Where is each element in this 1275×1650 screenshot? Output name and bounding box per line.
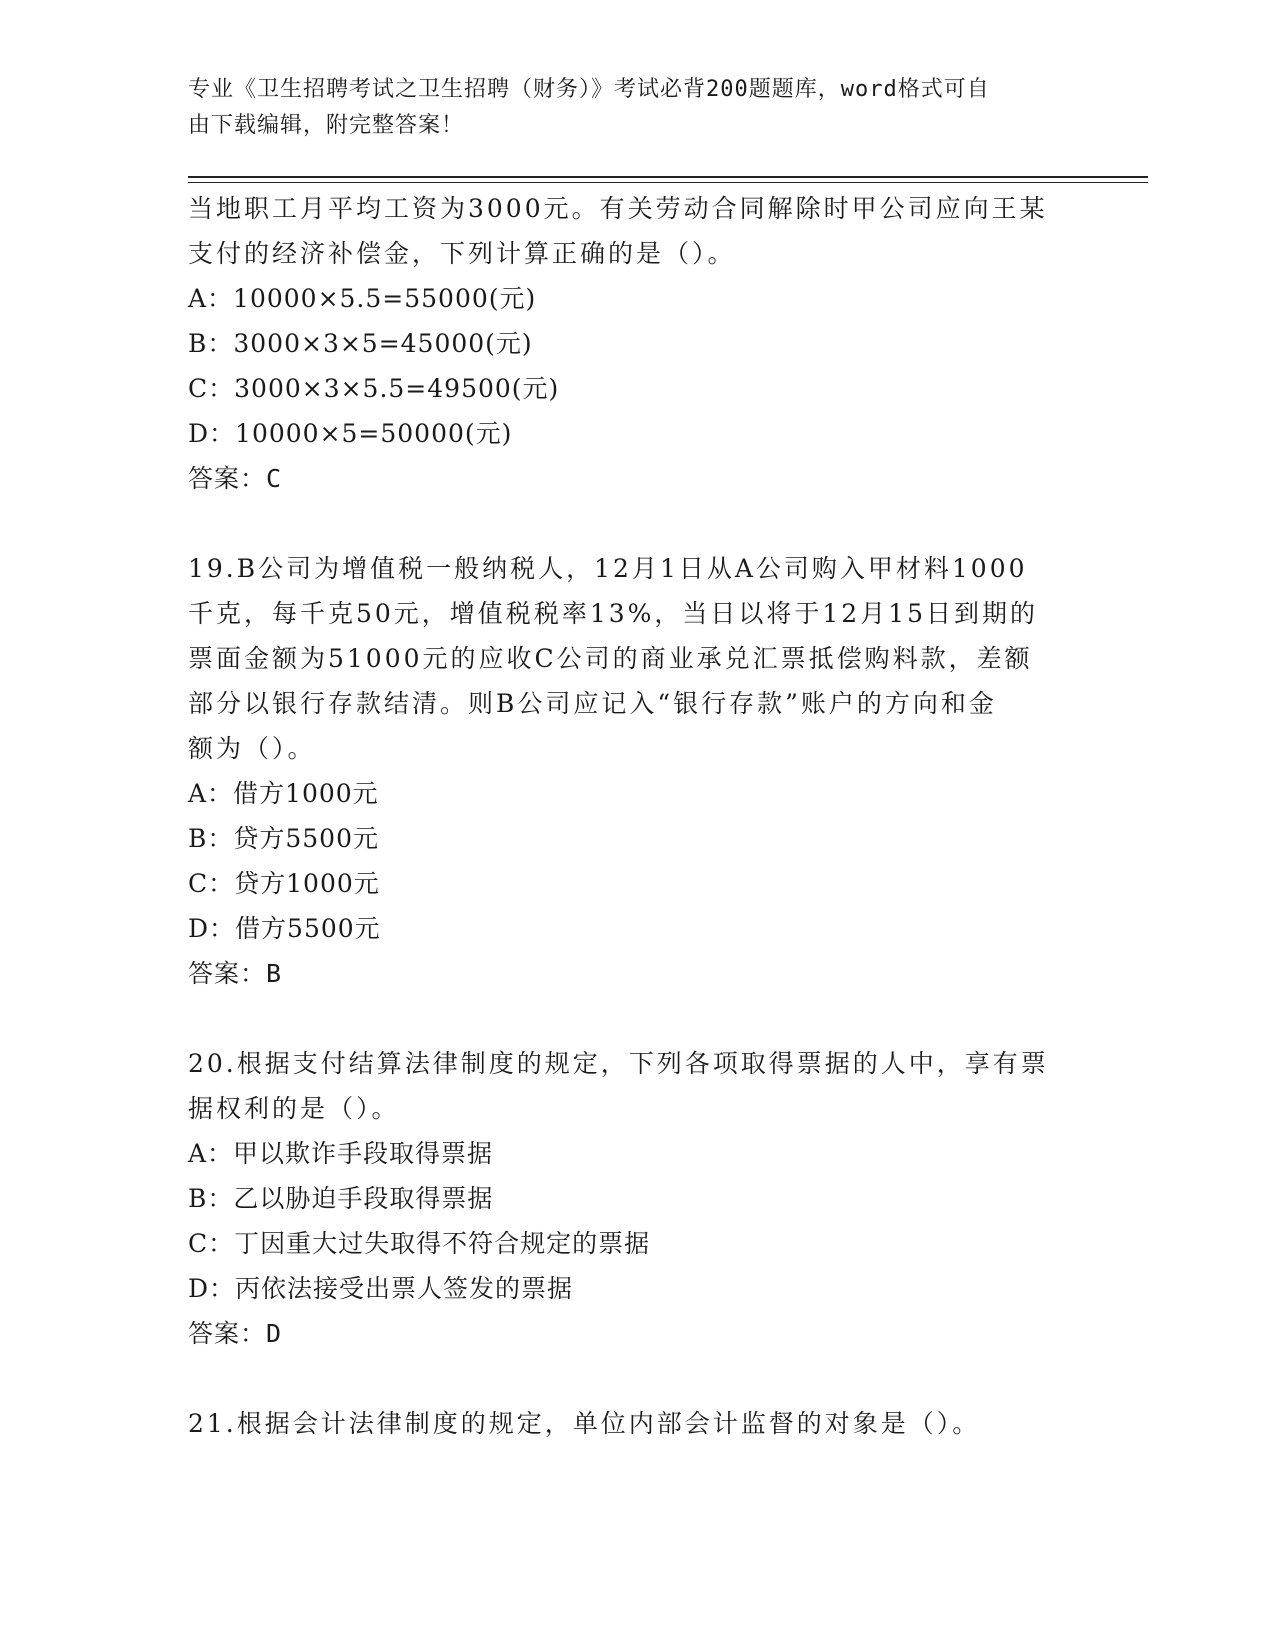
option-c: C：贷方1000元 [188, 869, 380, 898]
question-list [188, 186, 1088, 1446]
answer-line: 答案：D [188, 1319, 283, 1348]
header-rule-thin [188, 182, 1148, 183]
answer-line: 答案：C [188, 464, 283, 493]
option-a: A：借方1000元 [188, 779, 379, 808]
option-c: C：3000×3×5.5=49500(元) [188, 374, 560, 403]
header-line-1: 专业《卫生招聘考试之卫生招聘（财务）》考试必背200题题库，word格式可自 [188, 77, 990, 102]
option-d: D：借方5500元 [188, 914, 381, 943]
question-21 [188, 1401, 1088, 1446]
question-text-line: 当地职工月平均工资为3000元。有关劳动合同解除时甲公司应向王某 [188, 194, 1048, 223]
question-text-line: 21.根据会计法律制度的规定，单位内部会计监督的对象是（）。 [188, 1409, 981, 1438]
option-a: A：10000×5.5=55000(元) [188, 284, 537, 313]
option-c: C：丁因重大过失取得不符合规定的票据 [188, 1229, 651, 1258]
question-text-line: 票面金额为51000元的应收C公司的商业承兑汇票抵偿购料款，差额 [188, 644, 1033, 673]
header-line-2: 由下载编辑，附完整答案！ [188, 113, 465, 138]
question-text-line: 据权利的是（）。 [188, 1094, 400, 1123]
option-d: D：丙依法接受出票人签发的票据 [188, 1274, 574, 1303]
option-b: B：3000×3×5=45000(元) [188, 329, 533, 358]
option-a: A：甲以欺诈手段取得票据 [188, 1139, 494, 1168]
question-text-line: 部分以银行存款结清。则B公司应记入“银行存款”账户的方向和金 [188, 689, 997, 718]
option-b: B：乙以胁迫手段取得票据 [188, 1184, 494, 1213]
question-text-line: 千克，每千克50元，增值税税率13%，当日以将于12月15日到期的 [188, 599, 1039, 628]
option-d: D：10000×5=50000(元) [188, 419, 513, 448]
option-b: B：贷方5500元 [188, 824, 379, 853]
question-text-line: 额为（）。 [188, 734, 316, 763]
question-19 [188, 546, 1088, 996]
question-text-line: 19.B公司为增值税一般纳税人，12月1日从A公司购入甲材料1000 [188, 554, 1028, 583]
question-18 [188, 186, 1088, 501]
question-20 [188, 1041, 1088, 1356]
question-text-line: 支付的经济补偿金，下列计算正确的是（）。 [188, 239, 736, 268]
document-header [188, 72, 1068, 144]
header-rule-thick [188, 176, 1148, 178]
answer-line: 答案：B [188, 959, 283, 988]
question-text-line: 20.根据支付结算法律制度的规定，下列各项取得票据的人中，享有票 [188, 1049, 1049, 1078]
